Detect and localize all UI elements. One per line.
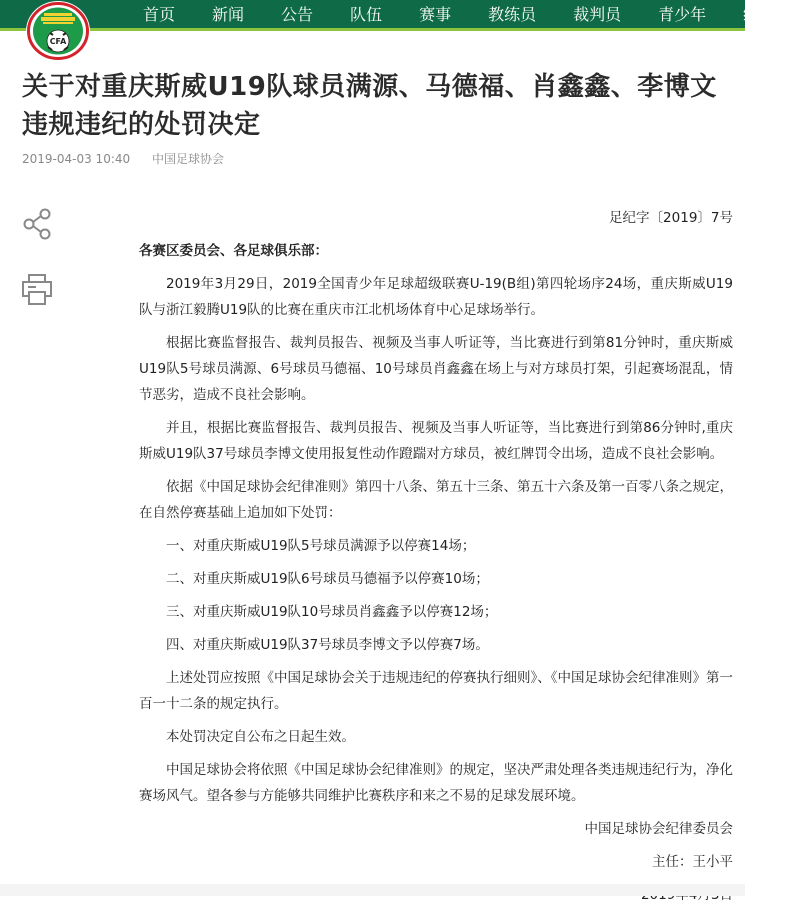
paragraph: 本处罚决定自公布之日起生效。: [166, 729, 355, 745]
nav-item-teams[interactable]: 队伍: [350, 5, 383, 24]
penalty-item: 一、对重庆斯威U19队5号球员满源予以停赛14场；: [166, 538, 476, 554]
document-number: 足纪字〔2019〕7号: [609, 210, 733, 226]
nav-item-home[interactable]: 首页: [143, 5, 176, 24]
nav-item-competitions[interactable]: 赛事: [419, 5, 452, 24]
footer-band: [0, 884, 745, 896]
penalty-item: 二、对重庆斯威U19队6号球员马德福予以停赛10场；: [166, 571, 489, 587]
nav-item-youth[interactable]: 青少年: [658, 5, 707, 24]
top-navigation-bar: [0, 0, 776, 31]
paragraph: 中国足球协会将依照《中国足球协会纪律准则》的规定，坚决严肃处理各类违规违纪行为，净化赛场风气。望各参与方能够共同维护比赛秩序和来之不易的足球发展环境。: [139, 762, 733, 804]
nav-item-green[interactable]: 绿茵: [743, 5, 776, 24]
penalty-item: 三、对重庆斯威U19队10号球员肖鑫鑫予以停赛12场；: [166, 604, 498, 620]
side-toolbar: [19, 206, 55, 338]
publish-date: 2019-04-03 10:40: [22, 152, 131, 166]
salutation: 各赛区委员会、各足球俱乐部：: [139, 243, 328, 259]
cfa-logo[interactable]: [26, 1, 90, 61]
cfa-emblem-icon: [26, 1, 90, 61]
print-icon: [19, 272, 55, 308]
paragraph: 2019年3月29日，2019全国青少年足球超级联赛U-19(B组)第四轮场序24场，重庆斯威U19队与浙江毅腾U19队的比赛在重庆市江北机场体育中心足球场举行。: [139, 276, 733, 318]
nav-item-announcements[interactable]: 公告: [281, 5, 314, 24]
print-button[interactable]: [19, 272, 55, 308]
nav-item-news[interactable]: 新闻: [212, 5, 245, 24]
paragraph: 上述处罚应按照《中国足球协会关于违规违纪的停赛执行细则》、《中国足球协会纪律准则》第一百一十二条的规定执行。: [139, 670, 733, 712]
paragraph: 依据《中国足球协会纪律准则》第四十八条、第五十三条、第五十六条及第一百零八条之规定，在自然停赛基础上追加如下处罚：: [139, 479, 733, 521]
article-source: 中国足球协会: [151, 152, 224, 166]
penalty-item: 四、对重庆斯威U19队37号球员李博文予以停赛7场。: [166, 637, 489, 653]
nav-item-coaches[interactable]: 教练员: [488, 5, 537, 24]
paragraph: 并且，根据比赛监督报告、裁判员报告、视频及当事人听证等，当比赛进行到第86分钟时,重庆斯威U19队37号球员李博文使用报复性动作蹬踹对方球员，被红牌罚令出场，造成不良社会影响。: [139, 420, 733, 462]
nav-menu: [120, 0, 789, 28]
article-title: 关于对重庆斯威U19队球员满源、马德福、肖鑫鑫、李博文违规违纪的处罚决定: [22, 72, 717, 140]
paragraph: 根据比赛监督报告、裁判员报告、视频及当事人听证等，当比赛进行到第81分钟时，重庆斯威U19队5号球员满源、6号球员马德福、10号球员肖鑫鑫在场上与对方球员打架，引起赛场混乱，情节恶劣，造成不良社会影响。: [139, 335, 733, 403]
nav-item-referees[interactable]: 裁判员: [573, 5, 622, 24]
signature-org: 中国足球协会纪律委员会: [584, 821, 733, 837]
article-body: [139, 205, 733, 915]
article-meta: [22, 150, 242, 167]
share-icon: [19, 206, 55, 242]
svg-text:CFA: CFA: [49, 37, 67, 46]
share-button[interactable]: [19, 206, 55, 242]
signature-director: 主任：王小平: [652, 854, 733, 870]
